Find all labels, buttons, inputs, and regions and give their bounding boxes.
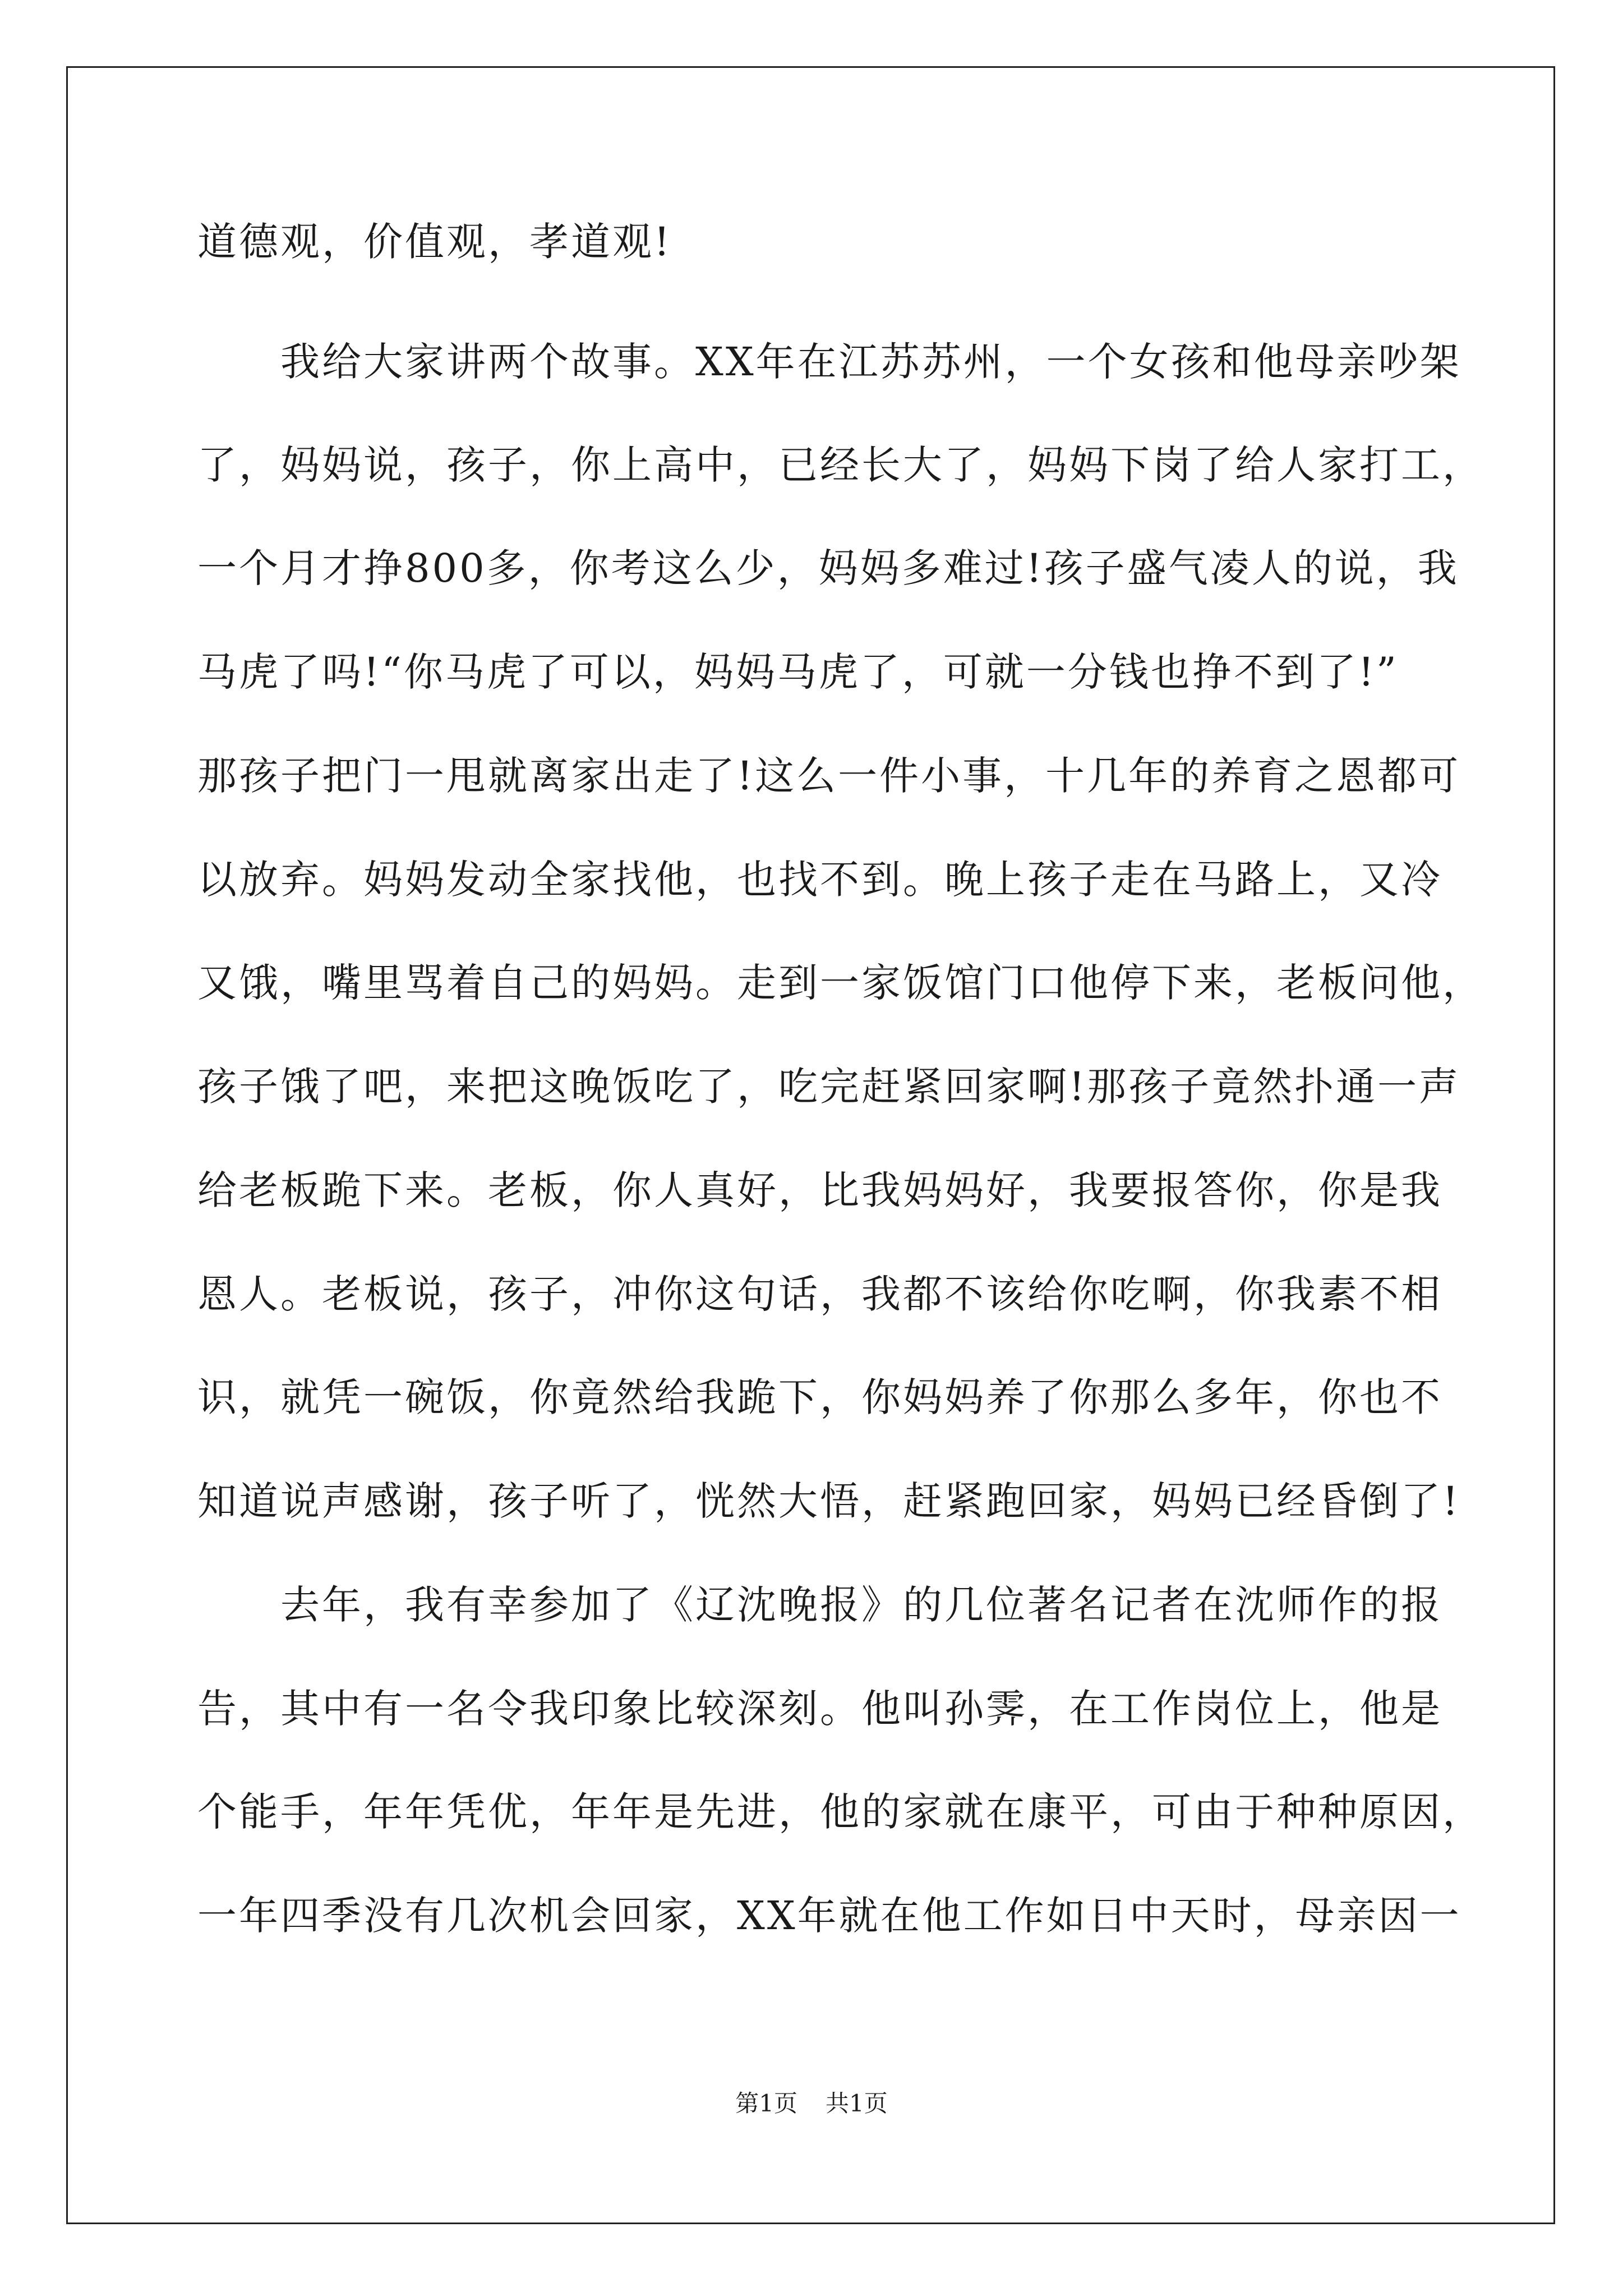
text-line: 那孩子把门一甩就离家出走了!这么一件小事，十几年的养育之恩都可 — [197, 753, 1461, 799]
text-line: 告，其中有一名令我印象比较深刻。他叫孙霁，在工作岗位上，他是 — [197, 1686, 1442, 1732]
text-line: 孩子饿了吧，来把这晚饭吃了，吃完赶紧回家啊!那孩子竟然扑通一声 — [197, 1064, 1461, 1110]
text-line: 以放弃。妈妈发动全家找他，也找不到。晚上孩子走在马路上，又冷 — [197, 857, 1442, 903]
text-line: 给老板跪下来。老板，你人真好，比我妈妈好，我要报答你，你是我 — [197, 1167, 1442, 1213]
text-line: 知道说声感谢，孩子听了，恍然大悟，赶紧跑回家，妈妈已经昏倒了! — [197, 1478, 1461, 1524]
text-line: 又饿，嘴里骂着自己的妈妈。走到一家饭馆门口他停下来，老板问他， — [197, 960, 1484, 1006]
page-number: 第1页 — [735, 2090, 797, 2117]
text-line: 恩人。老板说，孩子，冲你这句话，我都不该给你吃啊，你我素不相 — [197, 1271, 1442, 1317]
text-line: 我给大家讲两个故事。XX年在江苏苏州，一个女孩和他母亲吵架 — [197, 339, 1461, 385]
text-line: 一年四季没有几次机会回家，XX年就在他工作如日中天时，母亲因一 — [197, 1893, 1461, 1939]
text-line: 了，妈妈说，孩子，你上高中，已经长大了，妈妈下岗了给人家打工， — [197, 442, 1484, 488]
text-line: 识，就凭一碗饭，你竟然给我跪下，你妈妈养了你那么多年，你也不 — [197, 1374, 1442, 1420]
page-footer — [0, 2087, 1623, 2120]
page-total: 共1页 — [826, 2090, 888, 2117]
text-line: 一个月才挣800多，你考这么少，妈妈多难过!孩子盛气凌人的说，我 — [197, 545, 1459, 591]
text-line: 道德观，价值观，孝道观! — [197, 219, 672, 265]
text-line: 去年，我有幸参加了《辽沈晚报》的几位著名记者在沈师作的报 — [197, 1582, 1442, 1628]
text-line: 个能手，年年凭优，年年是先进，他的家就在康平，可由于种种原因， — [197, 1789, 1484, 1835]
text-line: 马虎了吗!“你马虎了可以，妈妈马虎了，可就一分钱也挣不到了!” — [197, 649, 1399, 695]
